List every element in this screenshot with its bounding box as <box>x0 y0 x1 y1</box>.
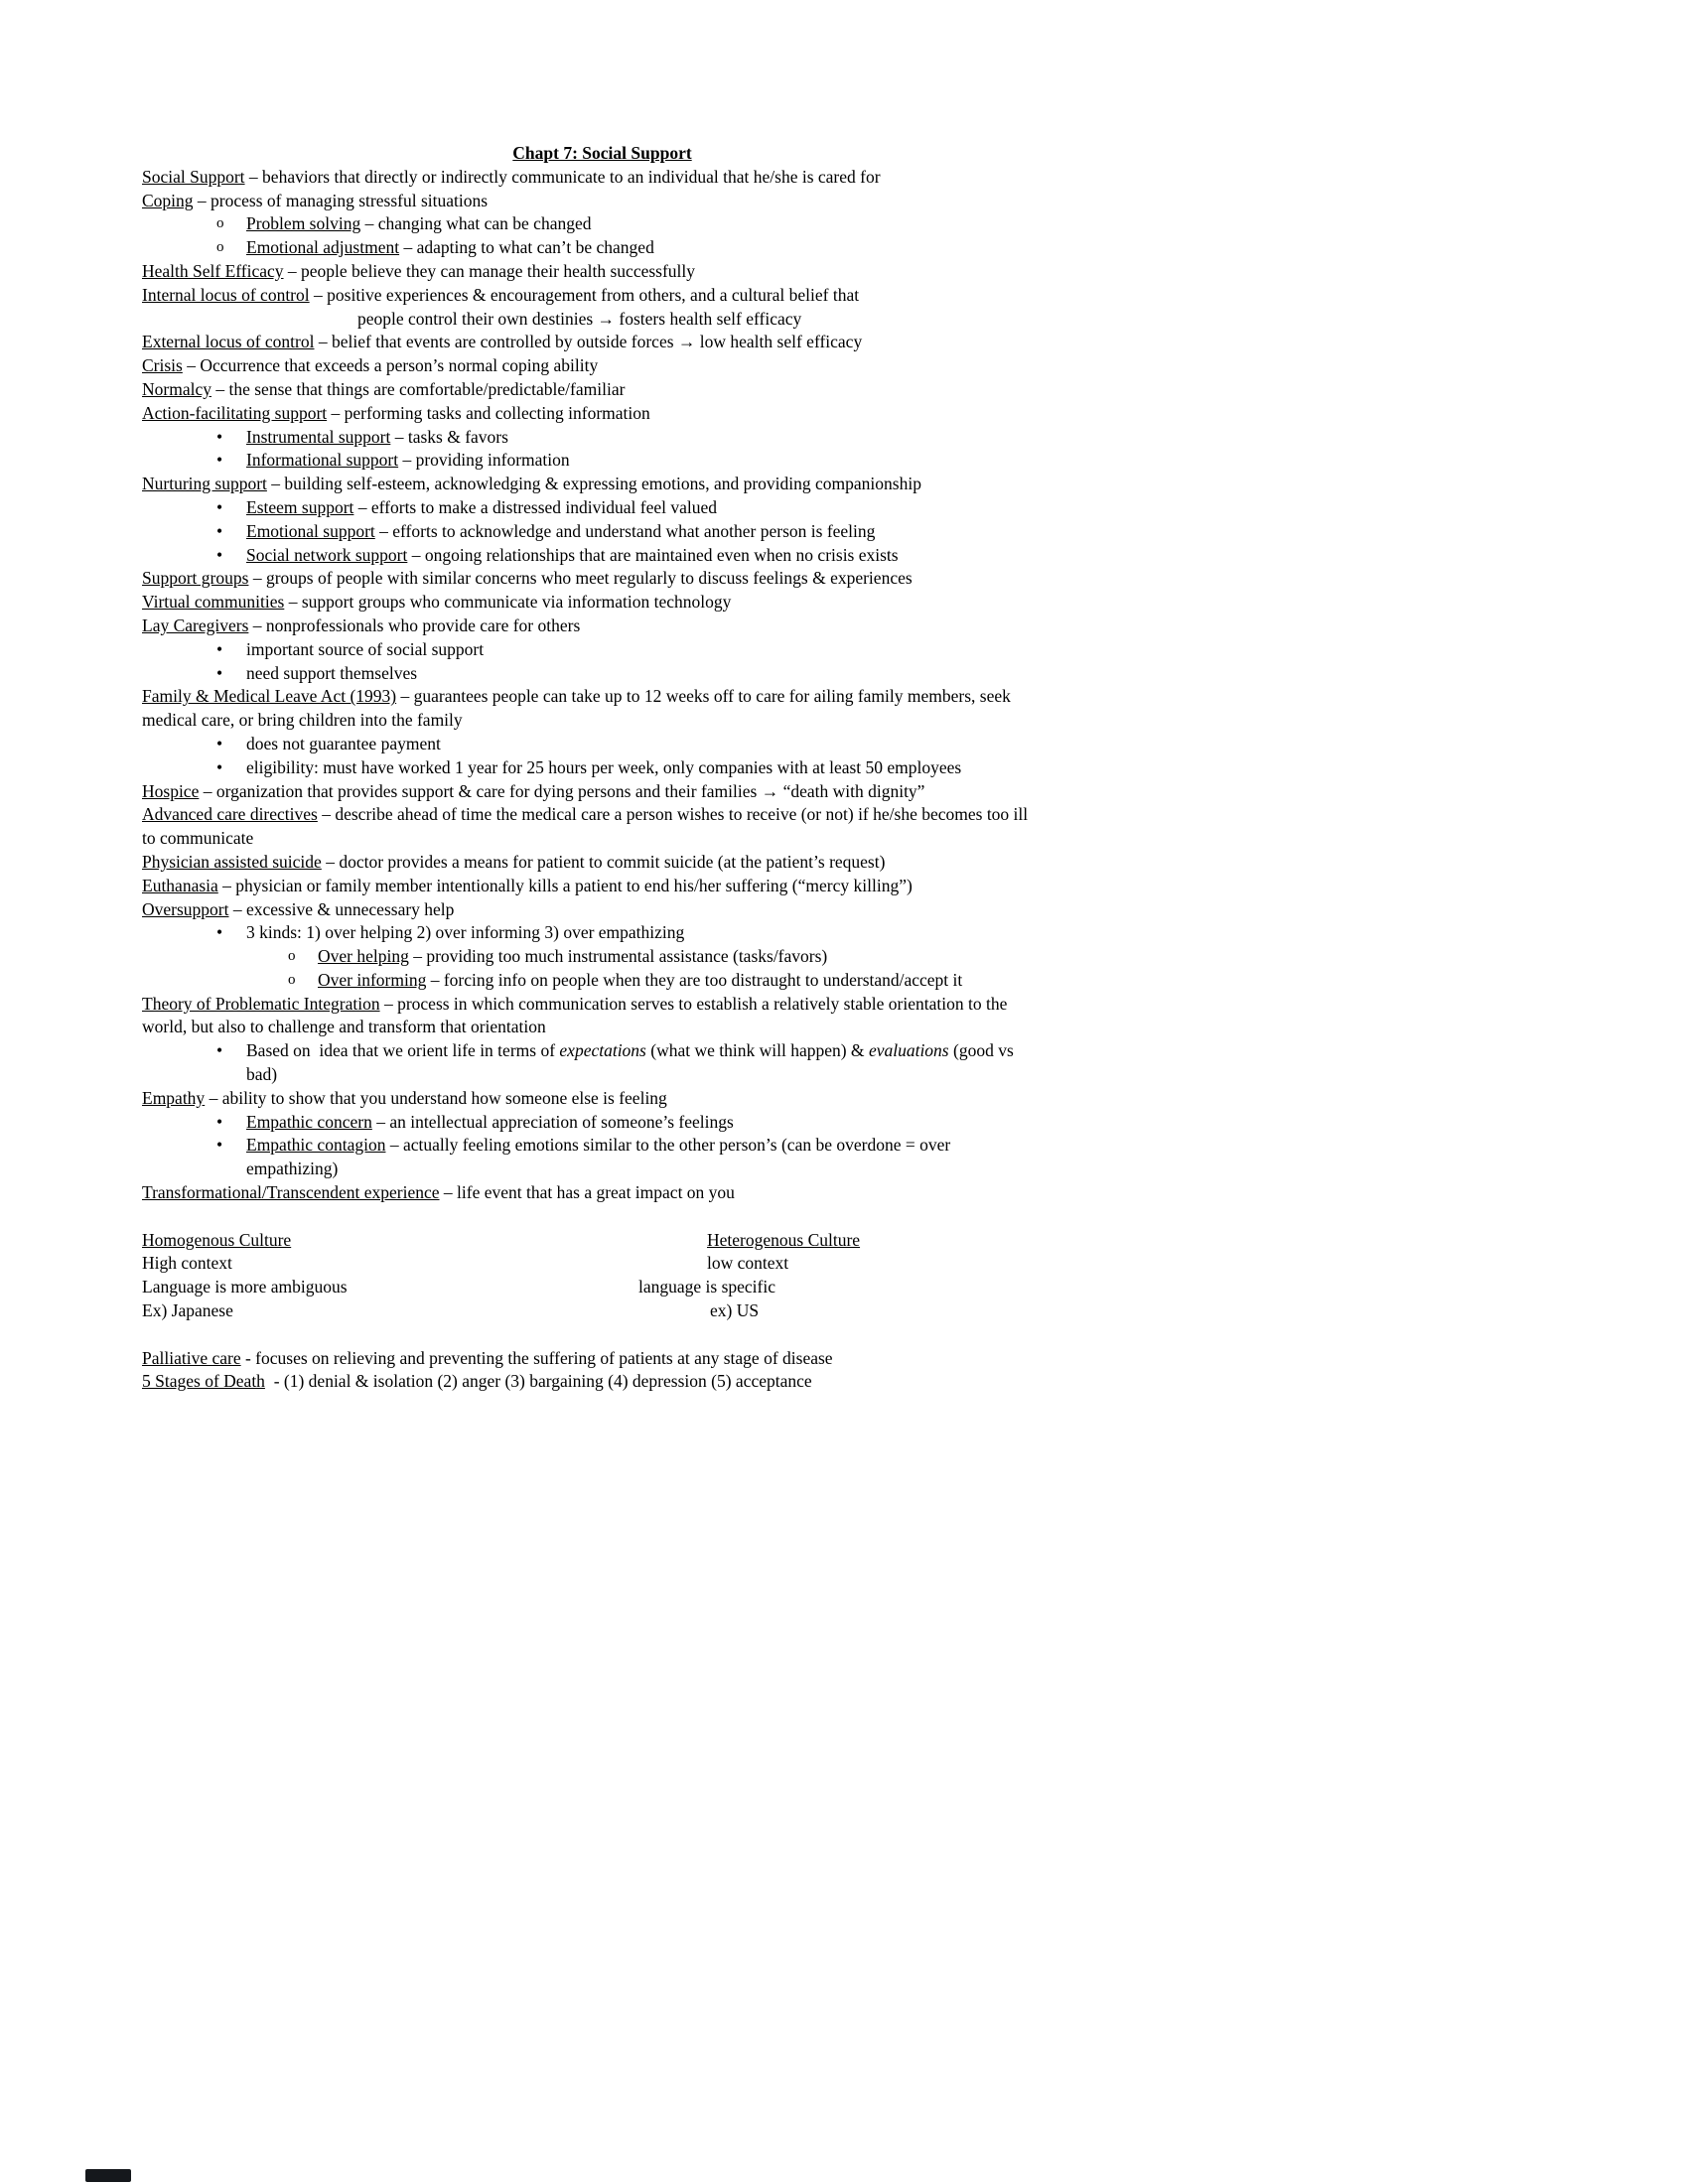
text-run: – groups of people with similar concerns who meet regularly to discuss feelings & experiences <box>248 568 913 589</box>
text-run: Crisis <box>142 355 183 376</box>
doc-line <box>0 166 1688 190</box>
text-run: evaluations <box>868 1040 949 1061</box>
text-run: – tasks & favors <box>390 426 508 447</box>
text-run: Transformational/Transcendent experience <box>142 1182 440 1203</box>
text-run: – process of managing stressful situations <box>193 190 489 210</box>
doc-line <box>0 308 1688 332</box>
text-run: – forcing info on people when they are too distraught to understand/accept it <box>426 969 963 990</box>
text-run: – guarantees people can take up to 12 weeks off to care for ailing family members, seek <box>396 686 1011 707</box>
right-column-text <box>707 1229 860 1253</box>
text-run: – providing information <box>398 450 570 471</box>
text-run: medical care, or bring children into the family <box>142 710 463 731</box>
text-run: Over helping <box>318 946 409 967</box>
doc-line <box>0 473 1688 496</box>
text-run: – support groups who communicate via information technology <box>284 592 732 613</box>
text-run: Advanced care directives <box>142 804 318 825</box>
doc-line <box>0 1158 1688 1181</box>
doc-line <box>0 1370 1688 1394</box>
text-run: language is specific <box>638 1277 776 1297</box>
document-body <box>0 142 1688 1394</box>
text-run: Empathic concern <box>246 1111 372 1132</box>
doc-line <box>0 780 1688 804</box>
text-run: – ongoing relationships that are maintained even when no crisis exists <box>407 544 899 565</box>
bullet-disc-icon: • <box>216 756 223 777</box>
text-run: need support themselves <box>246 662 418 683</box>
doc-line <box>0 851 1688 875</box>
text-run: eligibility: must have worked 1 year for 25 hours per week, only companies with at least 50 employees <box>246 756 962 777</box>
bullet-circle-icon: o <box>288 971 296 988</box>
doc-line <box>0 426 1688 450</box>
text-run: – behaviors that directly or indirectly communicate to an individual that he/she is cared for <box>244 166 881 187</box>
text-run: Oversupport <box>142 898 229 919</box>
bullet-disc-icon: • <box>216 1135 223 1156</box>
text-run: – efforts to acknowledge and understand what another person is feeling <box>374 520 876 541</box>
doc-line <box>0 803 1688 827</box>
text-run: – doctor provides a means for patient to commit suicide (at the patient’s request) <box>321 851 886 872</box>
right-column-text <box>710 1299 759 1323</box>
text-run: Emotional support <box>246 520 375 541</box>
text-run: Health Self Efficacy <box>142 260 284 281</box>
doc-line <box>0 591 1688 614</box>
text-run: Based on idea that we orient life in terms of <box>246 1040 560 1061</box>
page-title <box>0 142 1204 166</box>
text-run: Over informing <box>318 969 427 990</box>
doc-line <box>0 1347 1688 1371</box>
text-run: – organization that provides support & care for dying persons and their families → “death with dignity” <box>199 780 925 801</box>
doc-line <box>0 709 1688 733</box>
doc-line <box>0 1229 1688 1253</box>
bullet-disc-icon: • <box>216 922 223 943</box>
text-run: Homogenous Culture <box>142 1229 292 1250</box>
bullet-disc-icon: • <box>216 1040 223 1061</box>
text-run: Instrumental support <box>246 426 391 447</box>
text-run: – actually feeling emotions similar to the other person’s (can be overdone = over <box>385 1135 951 1156</box>
doc-line <box>0 284 1688 308</box>
text-run: empathizing) <box>246 1159 339 1179</box>
text-run: – building self-esteem, acknowledging & expressing emotions, and providing companionship <box>266 474 921 494</box>
text-run: to communicate <box>142 828 254 849</box>
bullet-disc-icon: • <box>216 520 223 541</box>
bullet-disc-icon: • <box>216 450 223 471</box>
text-run: (what we think will happen) & <box>645 1040 869 1061</box>
doc-line <box>0 993 1688 1017</box>
doc-line <box>0 1016 1688 1039</box>
doc-line <box>0 567 1688 591</box>
text-run: Chapt 7: Social Support <box>512 143 692 163</box>
text-run: – changing what can be changed <box>360 213 592 234</box>
doc-line <box>0 756 1688 780</box>
doc-line <box>0 1252 1688 1276</box>
doc-line <box>0 1134 1688 1158</box>
text-run: ex) US <box>710 1300 760 1321</box>
text-run: Language is more ambiguous <box>142 1277 348 1297</box>
bullet-circle-icon: o <box>216 239 224 256</box>
text-run: Heterogenous Culture <box>707 1229 861 1250</box>
bullet-disc-icon: • <box>216 544 223 565</box>
text-run: Empathy <box>142 1087 206 1108</box>
text-run: Coping <box>142 190 194 210</box>
bullet-disc-icon: • <box>216 733 223 753</box>
doc-line <box>0 1063 1688 1087</box>
text-run: Emotional adjustment <box>246 237 400 258</box>
bullet-disc-icon: • <box>216 1111 223 1132</box>
text-run: – process in which communication serves to establish a relatively stable orientation to the <box>379 993 1008 1014</box>
doc-line <box>0 898 1688 922</box>
text-run: – positive experiences & encouragement from others, and a cultural belief that <box>309 284 860 305</box>
page-corner-mark <box>85 2169 131 2182</box>
text-run: Family & Medical Leave Act (1993) <box>142 686 397 707</box>
text-run: Theory of Problematic Integration <box>142 993 380 1014</box>
text-run: – describe ahead of time the medical care a person wishes to receive (or not) if he/she becomes too ill <box>317 804 1029 825</box>
text-run: Palliative care <box>142 1347 241 1368</box>
text-run: 3 kinds: 1) over helping 2) over informing 3) over empathizing <box>246 922 685 943</box>
text-run: – ability to show that you understand how someone else is feeling <box>205 1087 667 1108</box>
doc-line <box>0 260 1688 284</box>
text-run: people control their own destinies → fosters health self efficacy <box>357 308 802 329</box>
doc-line <box>0 1276 1688 1299</box>
text-run: low context <box>707 1253 789 1274</box>
text-run: Ex) Japanese <box>142 1300 233 1321</box>
doc-line <box>0 544 1688 568</box>
text-run: – the sense that things are comfortable/predictable/familiar <box>211 378 626 399</box>
text-run: Informational support <box>246 450 399 471</box>
doc-line <box>0 1181 1688 1205</box>
text-run: world, but also to challenge and transform that orientation <box>142 1017 546 1037</box>
text-run: - (1) denial & isolation (2) anger (3) bargaining (4) depression (5) acceptance <box>264 1371 812 1392</box>
blank-line <box>0 1323 1688 1347</box>
doc-line <box>0 378 1688 402</box>
text-run: expectations <box>559 1040 646 1061</box>
text-run: – efforts to make a distressed individual feel valued <box>353 496 718 517</box>
doc-line <box>0 614 1688 638</box>
bullet-circle-icon: o <box>216 215 224 232</box>
text-run: – an intellectual appreciation of someone’s feelings <box>371 1111 734 1132</box>
right-column-text <box>638 1276 775 1299</box>
doc-line <box>0 921 1688 945</box>
text-run: Euthanasia <box>142 875 218 895</box>
text-run: Action-facilitating support <box>142 402 328 423</box>
text-run: Nurturing support <box>142 474 267 494</box>
text-run: 5 Stages of Death <box>142 1371 265 1392</box>
bullet-circle-icon: o <box>288 948 296 965</box>
bullet-disc-icon: • <box>216 496 223 517</box>
doc-line <box>0 1087 1688 1111</box>
text-run: Physician assisted suicide <box>142 851 322 872</box>
text-run: – Occurrence that exceeds a person’s normal coping ability <box>182 355 599 376</box>
text-run: - focuses on relieving and preventing the suffering of patients at any stage of disease <box>240 1347 833 1368</box>
text-run: Social network support <box>246 544 408 565</box>
text-run: Empathic contagion <box>246 1135 386 1156</box>
bullet-disc-icon: • <box>216 638 223 659</box>
doc-line <box>0 449 1688 473</box>
text-run: – life event that has a great impact on you <box>439 1182 735 1203</box>
doc-line <box>0 190 1688 213</box>
text-run: – nonprofessionals who provide care for others <box>248 614 581 635</box>
doc-line <box>0 827 1688 851</box>
text-run: – belief that events are controlled by outside forces → low health self efficacy <box>314 332 863 352</box>
doc-line <box>0 875 1688 898</box>
text-run: External locus of control <box>142 332 315 352</box>
doc-line <box>0 496 1688 520</box>
text-run: High context <box>142 1253 232 1274</box>
doc-line <box>0 402 1688 426</box>
text-run: – providing too much instrumental assistance (tasks/favors) <box>408 946 828 967</box>
text-run: Virtual communities <box>142 592 285 613</box>
text-run: Internal locus of control <box>142 284 310 305</box>
doc-line <box>0 354 1688 378</box>
doc-line <box>0 1111 1688 1135</box>
doc-line <box>0 1039 1688 1063</box>
doc-line <box>0 1299 1688 1323</box>
doc-line <box>0 331 1688 354</box>
bullet-disc-icon: • <box>216 426 223 447</box>
text-run: Normalcy <box>142 378 211 399</box>
bullet-disc-icon: • <box>216 662 223 683</box>
text-run: bad) <box>246 1064 278 1085</box>
doc-line <box>0 969 1688 993</box>
doc-line <box>0 520 1688 544</box>
doc-line <box>0 236 1688 260</box>
blank-line <box>0 1205 1688 1229</box>
doc-line <box>0 733 1688 756</box>
doc-line <box>0 638 1688 662</box>
text-run: Esteem support <box>246 496 354 517</box>
text-run: Support groups <box>142 568 249 589</box>
text-run: important source of social support <box>246 638 485 659</box>
text-run: Hospice <box>142 780 200 801</box>
text-run: – performing tasks and collecting information <box>327 402 650 423</box>
text-run: does not guarantee payment <box>246 733 441 753</box>
text-run: – adapting to what can’t be changed <box>399 237 654 258</box>
doc-line <box>0 212 1688 236</box>
text-run: – physician or family member intentionally kills a patient to end his/her suffering (“mercy killing”) <box>217 875 913 895</box>
doc-line <box>0 685 1688 709</box>
doc-line <box>0 945 1688 969</box>
text-run: – people believe they can manage their health successfully <box>283 260 696 281</box>
text-run: Lay Caregivers <box>142 614 249 635</box>
text-run: – excessive & unnecessary help <box>228 898 455 919</box>
text-run: Social Support <box>142 166 245 187</box>
text-run: (good vs <box>948 1040 1014 1061</box>
doc-line <box>0 662 1688 686</box>
text-run: Problem solving <box>246 213 361 234</box>
right-column-text <box>707 1252 788 1276</box>
